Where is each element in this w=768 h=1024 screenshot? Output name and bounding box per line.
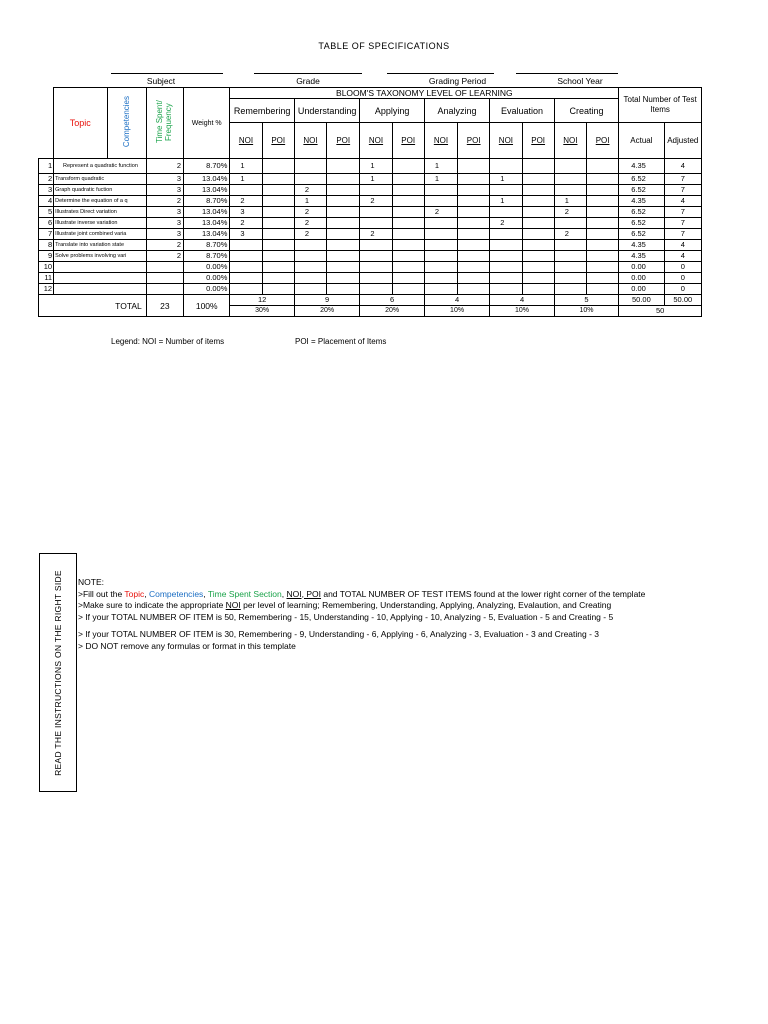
topic-cell[interactable]: Represent a quadratic function	[54, 159, 147, 174]
row-number: 1	[39, 159, 54, 174]
poi-cell[interactable]	[262, 196, 294, 207]
noi-cell[interactable]: 1	[424, 174, 457, 185]
poi-cell[interactable]	[522, 207, 554, 218]
level-total: 12	[230, 295, 294, 306]
noi-cell[interactable]	[554, 273, 586, 284]
poi-cell[interactable]	[587, 284, 619, 295]
poi-cell[interactable]	[522, 273, 554, 284]
actual-cell: 6.52	[619, 229, 664, 240]
row-number: 6	[39, 218, 54, 229]
total-number-header: Total Number of Test Items	[619, 88, 702, 123]
poi-cell[interactable]	[327, 207, 360, 218]
poi-cell[interactable]	[587, 251, 619, 262]
noi-cell[interactable]	[554, 218, 586, 229]
poi-cell[interactable]	[587, 262, 619, 273]
adjusted-cell[interactable]: 7	[664, 185, 701, 196]
actual-cell: 6.52	[619, 207, 664, 218]
noi-cell[interactable]: 2	[360, 229, 392, 240]
noi-cell[interactable]	[360, 284, 392, 295]
noi-cell[interactable]	[360, 262, 392, 273]
poi-cell[interactable]	[262, 207, 294, 218]
weight-cell: 13.04%	[184, 185, 230, 196]
poi-cell[interactable]	[458, 174, 490, 185]
poi-cell[interactable]	[522, 159, 554, 174]
noi-cell[interactable]	[490, 251, 522, 262]
table-row	[39, 174, 702, 185]
noi-cell[interactable]: 1	[490, 174, 522, 185]
noi-cell[interactable]: 2	[360, 196, 392, 207]
adjusted-cell[interactable]: 7	[664, 229, 701, 240]
noi-cell[interactable]	[554, 159, 586, 174]
noi-cell[interactable]: 2	[230, 218, 262, 229]
poi-cell[interactable]	[392, 240, 424, 251]
noi-cell[interactable]: 2	[294, 185, 326, 196]
weight-cell: 13.04%	[184, 174, 230, 185]
noi-cell[interactable]	[294, 240, 326, 251]
topic-header: Topic	[69, 117, 91, 128]
table-row	[39, 240, 702, 251]
time-cell[interactable]	[146, 262, 183, 273]
poi-cell[interactable]	[458, 159, 490, 174]
poi-cell[interactable]	[262, 273, 294, 284]
weight-cell: 13.04%	[184, 207, 230, 218]
noi-cell[interactable]	[490, 262, 522, 273]
level-header-applying: Applying	[360, 99, 424, 123]
poi-header: POI	[458, 123, 490, 159]
noi-cell[interactable]	[554, 174, 586, 185]
total-row	[39, 295, 702, 306]
row-number: 12	[39, 284, 54, 295]
school-year-label: School Year	[557, 76, 603, 86]
weight-cell: 0.00%	[184, 262, 230, 273]
poi-cell[interactable]	[522, 174, 554, 185]
topic-cell[interactable]: Illustrates Direct variation	[54, 207, 147, 218]
weight-cell: 13.04%	[184, 229, 230, 240]
noi-cell[interactable]	[230, 251, 262, 262]
noi-cell[interactable]: 1	[490, 196, 522, 207]
noi-cell[interactable]	[424, 284, 457, 295]
table-row	[39, 251, 702, 262]
poi-cell[interactable]	[587, 185, 619, 196]
read-instructions-text: READ THE INSTRUCTIONS ON THE RIGHT SIDE	[53, 569, 63, 776]
adjusted-cell[interactable]: 4	[664, 159, 701, 174]
noi-cell[interactable]: 2	[230, 196, 262, 207]
poi-cell[interactable]	[458, 218, 490, 229]
topic-cell[interactable]	[54, 262, 147, 273]
noi-cell[interactable]	[294, 284, 326, 295]
poi-cell[interactable]	[392, 185, 424, 196]
grade-blank-line[interactable]	[254, 73, 362, 74]
poi-cell[interactable]	[587, 159, 619, 174]
read-instructions-box	[39, 553, 77, 792]
noi-cell[interactable]	[490, 273, 522, 284]
noi-header: NOI	[424, 123, 457, 159]
poi-cell[interactable]	[522, 262, 554, 273]
noi-cell[interactable]	[360, 240, 392, 251]
legend-poi: POI = Placement of Items	[295, 337, 387, 346]
table-row	[39, 196, 702, 207]
noi-cell[interactable]: 1	[554, 196, 586, 207]
poi-cell[interactable]	[587, 174, 619, 185]
noi-cell[interactable]	[360, 207, 392, 218]
topic-cell[interactable]: Illustrate inverse variation	[54, 218, 147, 229]
noi-cell[interactable]	[490, 284, 522, 295]
poi-cell[interactable]	[392, 159, 424, 174]
table-row	[39, 159, 702, 174]
noi-cell[interactable]	[360, 185, 392, 196]
time-cell[interactable]: 3	[146, 174, 183, 185]
poi-cell[interactable]	[392, 262, 424, 273]
poi-cell[interactable]	[262, 218, 294, 229]
row-number: 9	[39, 251, 54, 262]
row-number: 3	[39, 185, 54, 196]
subject-blank-line[interactable]	[111, 73, 223, 74]
noi-header: NOI	[490, 123, 522, 159]
topic-cell[interactable]: Graph quadratic fuction	[54, 185, 147, 196]
topic-cell[interactable]: Transform quadratic	[54, 174, 147, 185]
time-cell[interactable]: 3	[146, 218, 183, 229]
poi-cell[interactable]	[262, 229, 294, 240]
noi-cell[interactable]	[294, 174, 326, 185]
poi-cell[interactable]	[262, 284, 294, 295]
level-percent: 10%	[554, 306, 618, 317]
poi-cell[interactable]	[327, 251, 360, 262]
poi-cell[interactable]	[458, 240, 490, 251]
poi-cell[interactable]	[522, 240, 554, 251]
noi-cell[interactable]: 3	[230, 229, 262, 240]
poi-cell[interactable]	[458, 196, 490, 207]
row-number: 7	[39, 229, 54, 240]
poi-cell[interactable]	[327, 218, 360, 229]
noi-cell[interactable]	[490, 240, 522, 251]
poi-cell[interactable]	[327, 185, 360, 196]
time-cell[interactable]: 3	[146, 229, 183, 240]
poi-cell[interactable]	[392, 284, 424, 295]
poi-cell[interactable]	[587, 229, 619, 240]
topic-cell[interactable]: Translate into variation state	[54, 240, 147, 251]
page-title: TABLE OF SPECIFICATIONS	[318, 41, 450, 51]
poi-cell[interactable]	[262, 185, 294, 196]
table-row	[39, 218, 702, 229]
level-total: 9	[294, 295, 359, 306]
row-number: 11	[39, 273, 54, 284]
noi-cell[interactable]	[424, 218, 457, 229]
noi-header: NOI	[230, 123, 262, 159]
notes-heading: NOTE:	[78, 577, 104, 587]
school-year-blank-line[interactable]	[516, 73, 618, 74]
noi-cell[interactable]	[554, 185, 586, 196]
poi-cell[interactable]	[327, 174, 360, 185]
level-header-analyzing: Analyzing	[424, 99, 489, 123]
row-number: 4	[39, 196, 54, 207]
poi-cell[interactable]	[392, 229, 424, 240]
noi-cell[interactable]: 1	[360, 174, 392, 185]
time-cell[interactable]: 3	[146, 207, 183, 218]
table-row	[39, 207, 702, 218]
noi-cell[interactable]: 2	[554, 229, 586, 240]
poi-cell[interactable]	[522, 251, 554, 262]
topic-cell[interactable]: Solve problems involving vari	[54, 251, 147, 262]
total-weight: 100%	[184, 295, 230, 317]
adjusted-cell[interactable]: 7	[664, 207, 701, 218]
poi-cell[interactable]	[587, 273, 619, 284]
weight-header: Weight %	[191, 119, 222, 127]
topic-cell[interactable]	[54, 284, 147, 295]
noi-cell[interactable]	[554, 240, 586, 251]
weight-cell: 8.70%	[184, 251, 230, 262]
noi-cell[interactable]: 3	[230, 207, 262, 218]
note-line-2: >Make sure to indicate the appropriate NOI per level of learning; Remembering, Understanding, Applying, Analyzing, Evalaution, and Creating	[78, 600, 612, 610]
poi-cell[interactable]	[392, 207, 424, 218]
note-line-1: >Fill out the Topic, Competencies, Time Spent Section, NOI, POI and TOTAL NUMBER OF TEST ITEMS found at the lower right corner of the template	[78, 588, 646, 599]
actual-cell: 0.00	[619, 273, 664, 284]
poi-cell[interactable]	[392, 218, 424, 229]
level-header-understanding: Understanding	[294, 99, 359, 123]
poi-cell[interactable]	[327, 273, 360, 284]
noi-cell[interactable]	[424, 273, 457, 284]
grade-label: Grade	[296, 76, 320, 86]
time-cell[interactable]	[146, 273, 183, 284]
poi-cell[interactable]	[262, 159, 294, 174]
level-header-creating: Creating	[554, 99, 618, 123]
noi-cell[interactable]: 2	[294, 207, 326, 218]
noi-cell[interactable]	[490, 207, 522, 218]
level-percent: 30%	[230, 306, 294, 317]
poi-cell[interactable]	[262, 251, 294, 262]
poi-cell[interactable]	[392, 196, 424, 207]
poi-header: POI	[522, 123, 554, 159]
poi-cell[interactable]	[458, 284, 490, 295]
adjusted-cell[interactable]: 7	[664, 218, 701, 229]
poi-cell[interactable]	[262, 174, 294, 185]
noi-cell[interactable]	[424, 196, 457, 207]
poi-cell[interactable]	[522, 229, 554, 240]
legend-noi: Legend: NOI = Number of items	[111, 337, 225, 346]
level-percent: 20%	[360, 306, 424, 317]
poi-cell[interactable]	[522, 218, 554, 229]
row-number: 8	[39, 240, 54, 251]
poi-cell[interactable]	[458, 251, 490, 262]
poi-cell[interactable]	[458, 229, 490, 240]
total-actual: 50.00	[619, 295, 664, 306]
actual-cell: 0.00	[619, 284, 664, 295]
topic-cell[interactable]: Illustrate joint combined varia	[54, 229, 147, 240]
topic-cell[interactable]: Determine the equation of a q	[54, 196, 147, 207]
adjusted-cell[interactable]: 0	[664, 273, 701, 284]
weight-cell: 8.70%	[184, 196, 230, 207]
weight-cell: 0.00%	[184, 273, 230, 284]
actual-cell: 6.52	[619, 174, 664, 185]
actual-cell: 4.35	[619, 251, 664, 262]
noi-cell[interactable]: 2	[554, 207, 586, 218]
noi-cell[interactable]	[554, 284, 586, 295]
topic-cell[interactable]	[54, 273, 147, 284]
time-spent-header: Time Spent/ Frequency	[154, 100, 173, 143]
noi-cell[interactable]	[294, 251, 326, 262]
table-row	[39, 284, 702, 295]
adjusted-cell[interactable]: 4	[664, 251, 701, 262]
poi-cell[interactable]	[587, 240, 619, 251]
specifications-table	[38, 87, 702, 317]
poi-cell[interactable]	[587, 218, 619, 229]
noi-cell[interactable]	[230, 262, 262, 273]
poi-cell[interactable]	[262, 262, 294, 273]
actual-cell: 4.35	[619, 159, 664, 174]
grand-total: 50	[619, 306, 702, 317]
total-spacer	[39, 295, 54, 317]
grading-period-label: Grading Period	[428, 76, 487, 86]
poi-header: POI	[392, 123, 424, 159]
weight-cell: 0.00%	[184, 284, 230, 295]
adjusted-cell[interactable]: 7	[664, 174, 701, 185]
noi-cell[interactable]	[424, 185, 457, 196]
level-percent: 20%	[294, 306, 359, 317]
actual-header: Actual	[619, 123, 664, 159]
table-row	[39, 229, 702, 240]
weight-cell: 8.70%	[184, 159, 230, 174]
notes-section	[78, 577, 758, 652]
level-total: 6	[360, 295, 424, 306]
poi-header: POI	[262, 123, 294, 159]
note-line-4: > If your TOTAL NUMBER OF ITEM is 30, Remembering - 9, Understanding - 6, Applying - 6, Analyzing - 3, Evaluation - 3 and Creating - 3	[78, 629, 600, 639]
poi-cell[interactable]	[327, 196, 360, 207]
poi-cell[interactable]	[392, 273, 424, 284]
noi-header: NOI	[554, 123, 586, 159]
poi-cell[interactable]	[327, 229, 360, 240]
noi-cell[interactable]: 2	[490, 218, 522, 229]
poi-cell[interactable]	[587, 196, 619, 207]
poi-header: POI	[587, 123, 619, 159]
table-row	[39, 273, 702, 284]
row-number: 5	[39, 207, 54, 218]
level-total: 5	[554, 295, 618, 306]
noi-header: NOI	[360, 123, 392, 159]
noi-cell[interactable]	[490, 185, 522, 196]
note-line-3: > If your TOTAL NUMBER OF ITEM is 50, Remembering - 15, Understanding - 10, Applying - 10, Analyzing - 5, Evaluation - 5 and Creating - 5	[78, 611, 614, 622]
poi-header: POI	[327, 123, 360, 159]
actual-cell: 4.35	[619, 196, 664, 207]
grading-period-blank-line[interactable]	[387, 73, 494, 74]
total-label: TOTAL	[54, 295, 147, 317]
noi-cell[interactable]	[360, 251, 392, 262]
total-time: 23	[146, 295, 183, 317]
poi-cell[interactable]	[458, 185, 490, 196]
row-number: 10	[39, 262, 54, 273]
noi-cell[interactable]: 2	[424, 207, 457, 218]
poi-cell[interactable]	[458, 207, 490, 218]
poi-cell[interactable]	[587, 207, 619, 218]
noi-cell[interactable]	[360, 273, 392, 284]
level-percent: 10%	[490, 306, 554, 317]
noi-cell[interactable]	[230, 185, 262, 196]
adjusted-cell[interactable]: 0	[664, 262, 701, 273]
noi-cell[interactable]	[554, 262, 586, 273]
noi-cell[interactable]: 2	[294, 229, 326, 240]
actual-cell: 6.52	[619, 218, 664, 229]
noi-cell[interactable]	[230, 284, 262, 295]
level-percent: 10%	[424, 306, 489, 317]
noi-cell[interactable]	[294, 159, 326, 174]
noi-cell[interactable]	[490, 229, 522, 240]
noi-cell[interactable]	[490, 159, 522, 174]
weight-cell: 8.70%	[184, 240, 230, 251]
time-cell[interactable]: 2	[146, 196, 183, 207]
noi-cell[interactable]: 1	[230, 159, 262, 174]
noi-cell[interactable]: 1	[360, 159, 392, 174]
poi-cell[interactable]	[522, 185, 554, 196]
row-number: 2	[39, 174, 54, 185]
level-total: 4	[424, 295, 489, 306]
level-total: 4	[490, 295, 554, 306]
noi-cell[interactable]	[230, 273, 262, 284]
poi-cell[interactable]	[327, 240, 360, 251]
noi-cell[interactable]: 1	[294, 196, 326, 207]
noi-cell[interactable]	[294, 273, 326, 284]
total-adjusted: 50.00	[664, 295, 701, 306]
noi-cell[interactable]	[424, 262, 457, 273]
noi-cell[interactable]: 1	[230, 174, 262, 185]
poi-cell[interactable]	[458, 273, 490, 284]
noi-cell[interactable]: 2	[294, 218, 326, 229]
poi-cell[interactable]	[522, 196, 554, 207]
subject-label: Subject	[146, 76, 176, 86]
table-row	[39, 262, 702, 273]
poi-cell[interactable]	[392, 251, 424, 262]
table-row	[39, 185, 702, 196]
weight-cell: 13.04%	[184, 218, 230, 229]
poi-cell[interactable]	[392, 174, 424, 185]
time-cell[interactable]: 2	[146, 251, 183, 262]
time-cell[interactable]: 2	[146, 159, 183, 174]
adjusted-header: Adjusted	[664, 123, 701, 159]
noi-cell[interactable]	[230, 240, 262, 251]
noi-cell[interactable]	[424, 251, 457, 262]
poi-cell[interactable]	[327, 262, 360, 273]
time-cell[interactable]: 3	[146, 185, 183, 196]
noi-cell[interactable]	[554, 251, 586, 262]
competencies-header: Competencies	[122, 95, 132, 148]
noi-cell[interactable]	[360, 218, 392, 229]
adjusted-cell[interactable]: 4	[664, 240, 701, 251]
poi-cell[interactable]	[262, 240, 294, 251]
level-header-remembering: Remembering	[230, 99, 294, 123]
poi-cell[interactable]	[458, 262, 490, 273]
note-line-5: > DO NOT remove any formulas or format in this template	[78, 640, 296, 651]
actual-cell: 4.35	[619, 240, 664, 251]
poi-cell[interactable]	[522, 284, 554, 295]
noi-header: NOI	[294, 123, 326, 159]
noi-cell[interactable]: 1	[424, 159, 457, 174]
time-cell[interactable]	[146, 284, 183, 295]
actual-cell: 6.52	[619, 185, 664, 196]
noi-cell[interactable]	[424, 240, 457, 251]
time-cell[interactable]: 2	[146, 240, 183, 251]
poi-cell[interactable]	[327, 159, 360, 174]
noi-cell[interactable]	[294, 262, 326, 273]
noi-cell[interactable]	[424, 229, 457, 240]
adjusted-cell[interactable]: 4	[664, 196, 701, 207]
actual-cell: 0.00	[619, 262, 664, 273]
level-header-evaluation: Evaluation	[490, 99, 554, 123]
poi-cell[interactable]	[327, 284, 360, 295]
adjusted-cell[interactable]: 0	[664, 284, 701, 295]
blooms-taxonomy-header: BLOOM'S TAXONOMY LEVEL OF LEARNING	[230, 88, 619, 99]
